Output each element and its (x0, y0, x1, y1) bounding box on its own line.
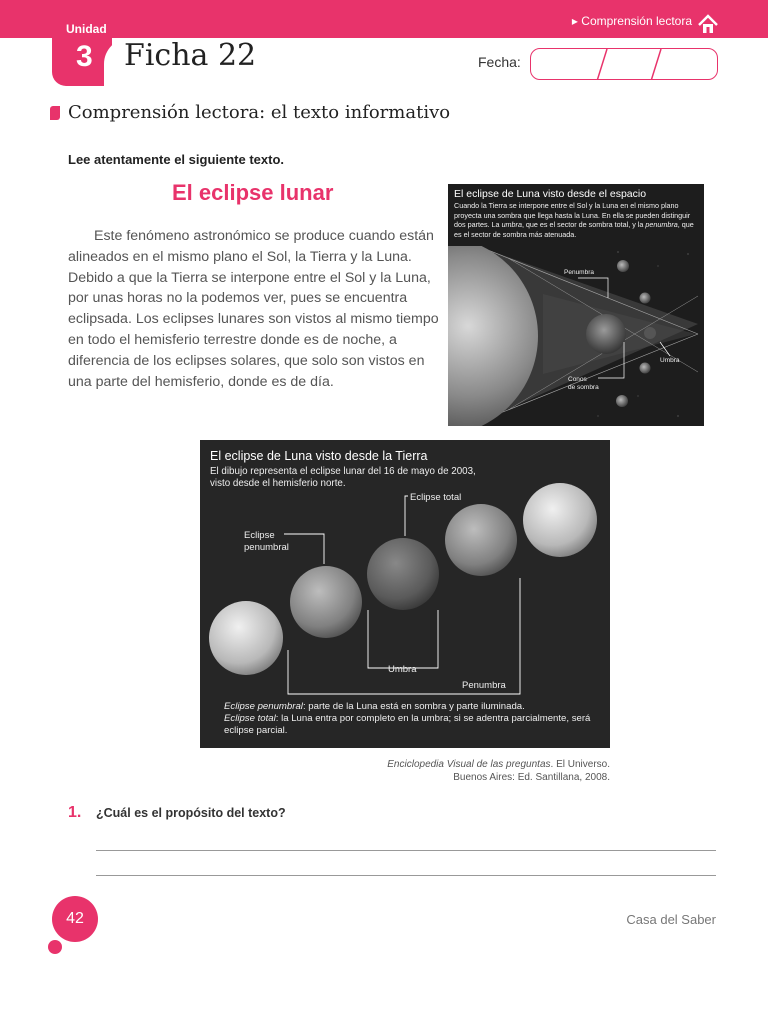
instruction-text: Lee atentamente el siguiente texto. (68, 152, 285, 167)
moon-icon (640, 293, 651, 304)
question-number: 1. (68, 804, 82, 821)
caption-earth-line1: El dibujo representa el eclipse lunar del 16 de mayo de 2003, (210, 466, 476, 477)
moon-icon (640, 363, 651, 374)
label-eclipse-penumbral-2: penumbral (244, 542, 289, 553)
eclipse-notes: Eclipse penumbral: parte de la Luna está en sombra y parte iluminada. Eclipse total: la Luna entra por completo en la umbra; si se adentra parcialmente, será eclipse parcial. (224, 701, 591, 736)
label-conos-1: Conos (568, 376, 587, 383)
article-body (68, 226, 440, 392)
moon-phase-2 (290, 566, 362, 638)
moon-icon (644, 327, 656, 339)
label-umbra-earth: Umbra (388, 664, 417, 675)
question-text: ¿Cuál es el propósito del texto? (96, 806, 286, 820)
article-body-text: Este fenómeno astronómico se produce cuando están alineados en el mismo plano el Sol, la Tierra y la Luna. Debido a que la Tierra se interpone entre el Sol y la Luna, por unas horas no la podemos ver, pues se encuentra eclipsada. Los eclipses lunares son vistos al mismo tiempo en todo el hemisferio terrestre donde es de noche, a diferencia de los eclipses solares, que solo son vistos en una parte del hemisferio, donde es de día. (68, 228, 439, 390)
answer-line[interactable] (96, 875, 716, 876)
space-eclipse-illustration (448, 246, 704, 426)
earth-icon (586, 314, 626, 354)
comprension-lectora-label: Comprensión lectora (581, 14, 692, 28)
section-marker-icon (50, 106, 60, 120)
source-citation: Enciclopedia Visual de las preguntas. El Universo. Buenos Aires: Ed. Santillana, 2008. (387, 759, 610, 783)
moon-icon (617, 260, 629, 272)
article-title: El eclipse lunar (172, 180, 334, 205)
label-penumbra: Penumbra (564, 269, 594, 276)
page-number: 42 (52, 896, 98, 942)
unit-label: Unidad (66, 22, 107, 36)
moon-phase-4 (445, 504, 517, 576)
space-figure-title: El eclipse de Luna visto desde el espacio (454, 188, 647, 200)
brand-name: Casa del Saber (626, 912, 716, 927)
triangle-right-icon: ▸ (571, 14, 578, 28)
home-icon[interactable] (696, 12, 720, 36)
space-figure-caption: Cuando la Tierra se interpone entre el Sol y la Luna en el mismo plano proyecta una sombra que llega hasta la Luna. En ella se pueden distinguir dos partes. La umbra, que es el sector de sombra total, y la penumbra, que es el sector de sombra más atenuada. (454, 201, 694, 239)
page-dot-decoration (48, 940, 62, 954)
moon-phase-3 (367, 538, 439, 610)
moon-phase-1 (209, 601, 283, 675)
answer-line[interactable] (96, 850, 716, 851)
comprension-lectora-link[interactable] (572, 14, 692, 28)
umbra-bracket (368, 610, 438, 668)
unit-number: 3 (76, 40, 93, 73)
label-eclipse-penumbral-1: Eclipse (244, 530, 275, 541)
fecha-label: Fecha: (478, 54, 521, 70)
fecha-dividers (531, 49, 718, 80)
label-eclipse-total: Eclipse total (410, 492, 462, 503)
label-conos-2: de sombra (568, 384, 599, 391)
moon-phase-5 (523, 483, 597, 557)
eclipse-space-figure (448, 184, 704, 426)
fecha-field[interactable] (530, 48, 718, 80)
label-umbra: Umbra (660, 357, 680, 364)
moon-icon (616, 395, 628, 407)
caption-earth-line2: visto desde el hemisferio norte. (210, 478, 346, 489)
page-title: Ficha 22 (124, 38, 257, 73)
title-earth: El eclipse de Luna visto desde la Tierra (210, 449, 428, 463)
eclipse-earth-figure (200, 440, 610, 748)
section-title: Comprensión lectora: el texto informativo (68, 102, 451, 123)
label-penumbra-earth: Penumbra (462, 680, 506, 691)
